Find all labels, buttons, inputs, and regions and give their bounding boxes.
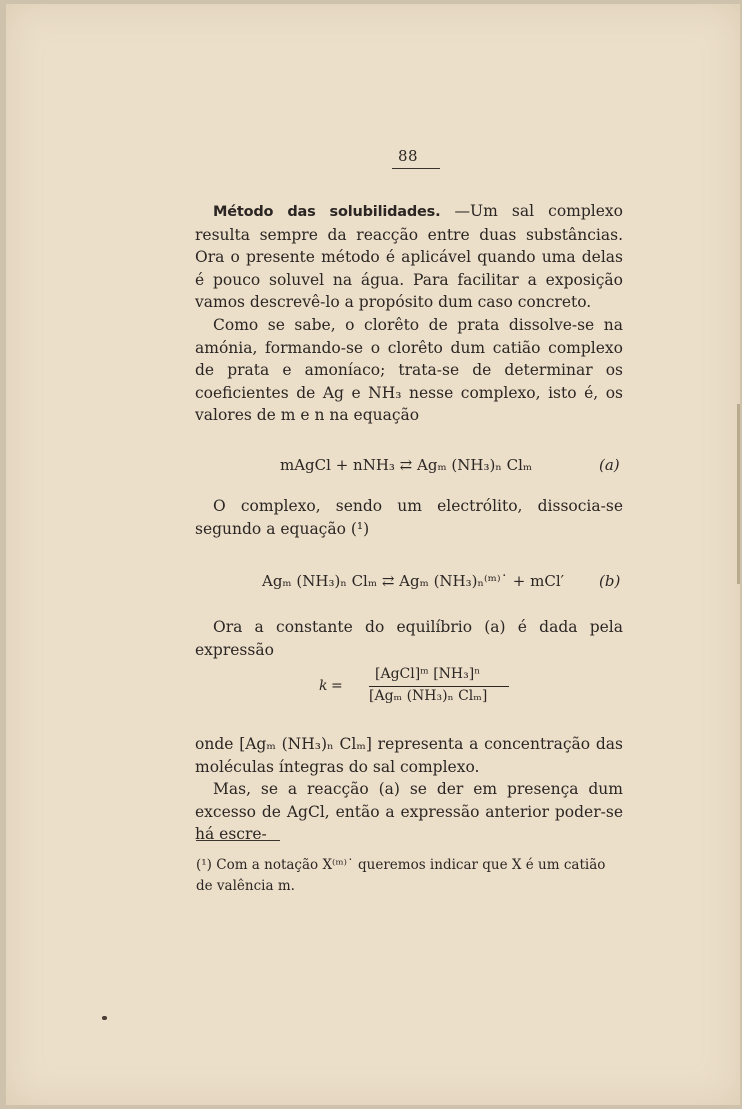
- page-number: 88: [398, 147, 419, 165]
- fraction-equals: =: [331, 678, 343, 694]
- paragraph-5: onde [Agₘ (NH₃)ₙ Clₘ] representa a concentração das moléculas íntegras do sal complexo.: [195, 735, 623, 776]
- footnote-rule: [196, 840, 280, 841]
- section-heading: Método das solubilidades.: [213, 204, 441, 220]
- ink-mark: [102, 1016, 107, 1020]
- page-number-rule: [392, 168, 440, 169]
- paragraph-1-text: —Um sal complexo resulta sempre da reacção entre duas substâncias. Ora o presente método é aplicável quando uma delas é pouco soluvel na água. Para facilitar a exposição vamos descrevê-lo a propósito dum caso concreto.: [195, 202, 623, 312]
- equation-a: mAgCl + nNH₃ ⇄ Agₘ (NH₃)ₙ Clₘ: [280, 456, 533, 474]
- paragraph-3-text: O complexo, sendo um electrólito, dissocia-se segundo a equação (¹): [195, 497, 623, 538]
- fraction-numerator: [AgCl]ᵐ [NH₃]ⁿ: [375, 666, 481, 682]
- paragraph-2: Como se sabe, o clorêto de prata dissolve-se na amónia, formando-se o clorêto dum catião complexo de prata e amoníaco; trata-se de determinar os coeficientes de Ag e NH₃ nesse complexo, isto é, os valores de m e n na equação: [195, 315, 623, 425]
- paragraph-6: Mas, se a reacção (a) se der em presença dum excesso de AgCl, então a expressão anterior poder-se há escre-: [195, 780, 623, 844]
- fraction-denominator: [Agₘ (NH₃)ₙ Clₘ]: [369, 688, 488, 704]
- paragraph-3: [195, 495, 623, 540]
- footnote: (¹) Com a notação X⁽ᵐ⁾˙ queremos indicar que X é um catião de valência m.: [196, 857, 606, 894]
- section-text: [195, 200, 623, 427]
- paragraph-1: [195, 200, 623, 314]
- page-edge-shadow: [737, 404, 740, 584]
- equation-b-label: (b): [599, 572, 621, 590]
- closing-paragraphs: [195, 733, 623, 846]
- paragraph-4: [195, 616, 623, 661]
- paragraph-4-text: Ora a constante do equilíbrio (a) é dada pela expressão: [195, 618, 623, 659]
- page: [6, 4, 740, 1105]
- equation-b: Agₘ (NH₃)ₙ Clₘ ⇄ Agₘ (NH₃)ₙ⁽ᵐ⁾˙ + mCl′: [262, 572, 565, 590]
- fraction-lhs: k: [319, 678, 328, 694]
- fraction-bar: [369, 686, 509, 687]
- equation-a-label: (a): [599, 456, 620, 474]
